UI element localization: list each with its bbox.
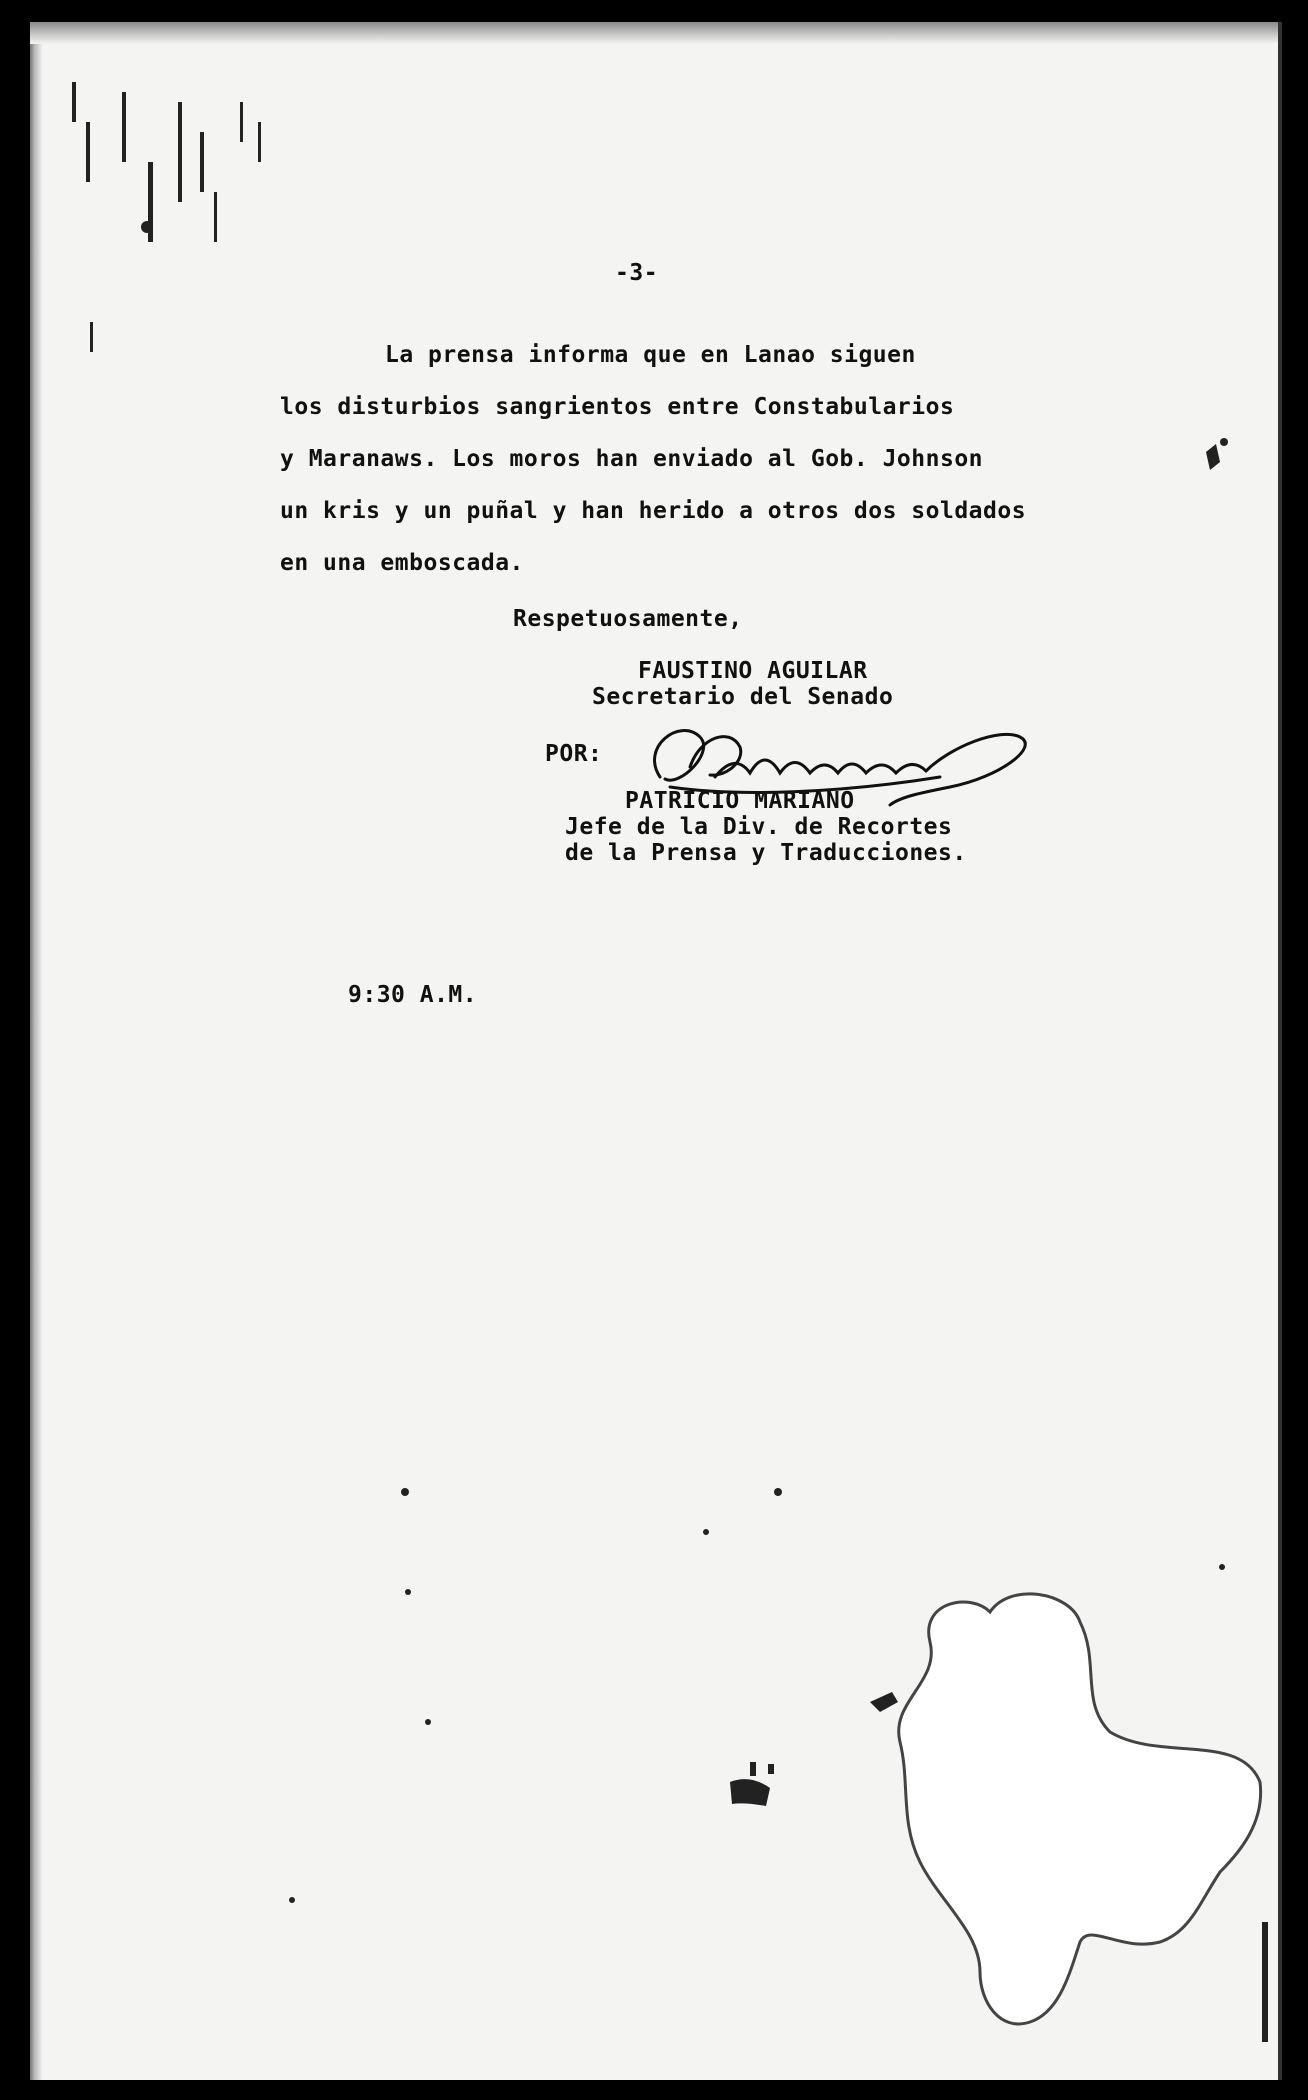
time-stamp: 9:30 A.M.	[348, 982, 478, 1008]
signer-name: PATRICIO MARIANO	[625, 788, 855, 814]
signer-title-line-2: de la Prensa y Traducciones.	[565, 840, 967, 866]
signer-title-line-1: Jefe de la Div. de Recortes	[565, 814, 953, 840]
water-stain	[860, 1582, 1280, 2042]
document-page	[30, 22, 1282, 2080]
by-label: POR:	[545, 741, 603, 767]
body-line-5: en una emboscada.	[280, 550, 524, 576]
signatory-name: FAUSTINO AGUILAR	[638, 658, 868, 684]
body-line-1: La prensa informa que en Lanao siguen	[385, 342, 916, 368]
body-line-2: los disturbios sangrientos entre Constabularios	[280, 394, 955, 420]
body-line-3: y Maranaws. Los moros han enviado al Gob. Johnson	[280, 446, 984, 472]
body-line-4: un kris y un puñal y han herido a otros dos soldados	[280, 498, 1027, 524]
page-number: -3-	[615, 260, 659, 286]
signatory-title: Secretario del Senado	[592, 684, 894, 710]
closing: Respetuosamente,	[513, 606, 743, 632]
